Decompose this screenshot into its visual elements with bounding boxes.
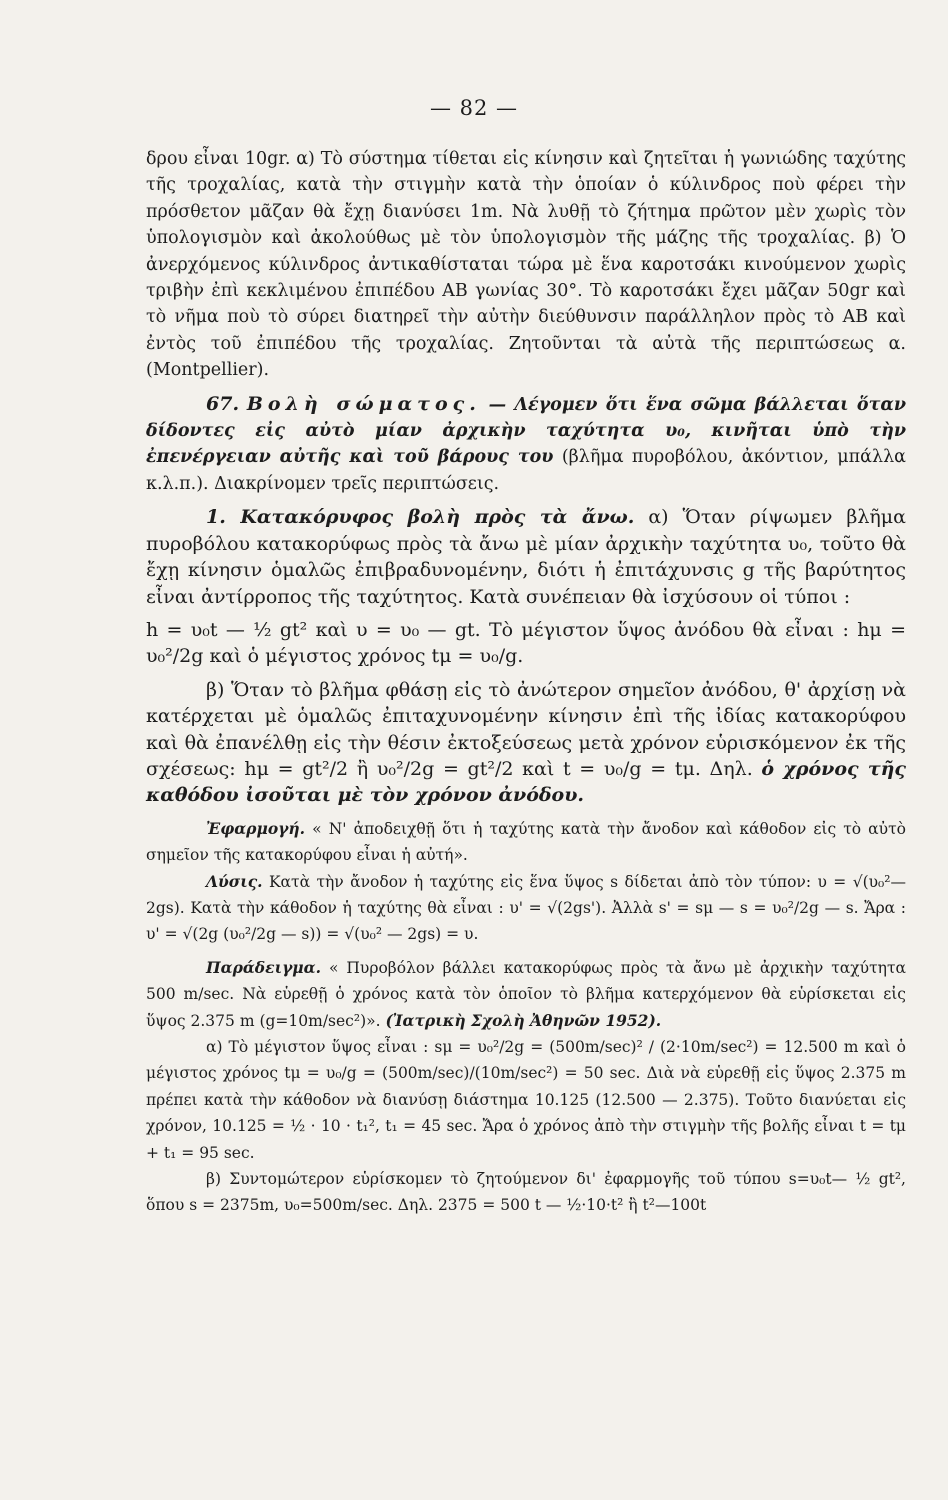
case1-heading: 1. Κατακόρυφος βολὴ πρὸς τὰ ἄνω. [206, 506, 635, 529]
section-examples: (βλῆμα πυροβόλου, ἀκόντιον, μπάλλα κ.λ.π.). Διακρίνομεν τρεῖς περιπτώσεις. [146, 447, 906, 494]
application-label: Ἐφαρμογή. [206, 818, 306, 838]
section-67 [146, 391, 906, 498]
page-number: — 82 — [429, 96, 519, 120]
case1-b-conclusion: ὁ χρόνος τῆς καθόδου ἰσοῦται μὲ τὸν χρόνον ἀνόδου. [146, 757, 906, 807]
example-solution-b: β) Συντομώτερον εὑρίσκομεν τὸ ζητούμενον δι' ἐφαρμογῆς τοῦ τύπου s=υ₀t— ½ gt², ὅπου s = 2375m, υ₀=500m/sec. Δηλ. 2375 = 500 t — ½·10·t² ἢ t²—100t [146, 1170, 906, 1215]
case1-paragraph-a [146, 504, 906, 610]
example-solution-a: α) Τὸ μέγιστον ὕψος εἶναι : sμ = υ₀²/2g = (500m/sec)² / (2·10m/sec²) = 12.500 m καὶ ὁ μέγιστος χρόνος tμ = υ₀/g = (500m/sec)/(10m/sec²) = 50 sec. Διὰ νὰ εὑρεθῇ εἰς ὕψος 2.375 m πρέπει κατὰ τὴν κάθοδον νὰ διανύσῃ διάστημα 10.125 (12.500 — 2.375). Τοῦτο διανύεται εἰς χρόνον, 10.125 = ½ · 10 · t₁², t₁ = 45 sec. Ἄρα ὁ χρόνος ἀπὸ τὴν στιγμὴν τῆς βολῆς εἶναι t = tμ + t₁ = 95 sec. [146, 1038, 906, 1162]
solution-text: Κατὰ τὴν ἄνοδον ἡ ταχύτης εἰς ἕνα ὕψος s δίδεται ἀπὸ τὸν τύπον: υ = √(υ₀²—2gs). Κατὰ τὴν κάθοδον ἡ ταχύτης θὰ εἶναι : υ' = √(2gs'). Ἀλλὰ s' = sμ — s = υ₀²/2g — s. Ἄρα : υ' = √(2g (υ₀²/2g — s)) = √(υ₀² — 2gs) = υ. [146, 872, 906, 944]
case1-a-text: α) Ὅταν ρίψωμεν βλῆμα πυροβόλου κατακορύφως πρὸς τὰ ἄνω μὲ μίαν ἀρχικὴν ταχύτητα υ₀, τοῦτο θὰ ἔχῃ κίνησιν ὁμαλῶς ἐπιβραδυνομένην, διότι ἡ ἐπιτάχυνσις g τῆς βαρύτητος εἶναι ἀντίρροπος τῆς ταχύτητος. Κατὰ συνέπειαν θὰ ἰσχύσουν οἱ τύποι : [146, 506, 906, 608]
case1-formulas: h = υ₀t — ½ gt² καὶ υ = υ₀ — gt. Τὸ μέγιστον ὕψος ἀνόδου θὰ εἶναι : hμ = υ₀²/2g καὶ ὁ μέγιστος χρόνος tμ = υ₀/g. [146, 618, 906, 668]
example-text: « Πυροβόλον βάλλει κατακορύφως πρὸς τὰ ἄνω μὲ ἀρχικὴν ταχύτητα 500 m/sec. Νὰ εὑρεθῇ ὁ χρόνος κατὰ τὸν ὁποῖον τὸ βλῆμα κατερχόμενον θὰ εὑρίσκεται εἰς ὕψος 2.375 m (g=10m/sec²)». [146, 958, 906, 1030]
example-label: Παράδειγμα. [206, 957, 321, 977]
case1-b-text: β) Ὅταν τὸ βλῆμα φθάσῃ εἰς τὸ ἀνώτερον σημεῖον ἀνόδου, θ' ἀρχίσῃ νὰ κατέρχεται μὲ ὁμαλῶς ἐπιταχυνομένην κίνησιν ἐπὶ τῆς ἰδίας κατακορύφου καὶ θὰ ἐπανέλθῃ εἰς τὴν θέσιν ἐκτοξεύσεως μετὰ χρόνον εὑρισκόμενον ἐκ τῆς σχέσεως: hμ = gt²/2 ἢ υ₀²/2g = gt²/2 καὶ t = υ₀/g = tμ. Δηλ. [146, 678, 906, 780]
solution-label: Λύσις. [206, 871, 263, 891]
section-definition: — Λέγομεν ὅτι ἕνα σῶμα βάλλεται ὅταν δίδοντες εἰς αὐτὸ μίαν ἀρχικὴν ταχύτητα υ₀, κινῆται ὑπὸ τὴν ἐπενέργειαν αὐτῆς καὶ τοῦ βάρους του [146, 394, 906, 468]
page-body [146, 146, 906, 1219]
example-paragraph [146, 955, 906, 1034]
case1-paragraph-b [146, 677, 906, 809]
section-number: 67. [206, 392, 240, 415]
solution-paragraph [146, 869, 906, 948]
problem-continuation: δρου εἶναι 10gr. α) Τὸ σύστημα τίθεται εἰς κίνησιν καὶ ζητεῖται ἡ γωνιώδης ταχύτης τῆς τροχαλίας, κατὰ τὴν στιγμὴν κατὰ τὴν ὁποίαν ὁ κύλινδρος ποὺ φέρει τὴν πρόσθετον μᾶζαν θὰ ἔχῃ διανύσει 1m. Νὰ λυθῇ τὸ ζήτημα πρῶτον μὲν χωρὶς τὸν ὑπολογισμὸν καὶ ἀκολούθως μὲ τὸν ὑπολογισμὸν τῆς μάζης τῆς τροχαλίας. β) Ὁ ἀνερχόμενος κύλινδρος ἀντικαθίσταται τώρα μὲ ἕνα καροτσάκι κινούμενον χωρὶς τριβὴν ἐπὶ κεκλιμένου ἐπιπέδου ΑΒ γωνίας 30°. Τὸ καροτσάκι ἔχει μᾶζαν 50gr καὶ τὸ νῆμα ποὺ τὸ σύρει διατηρεῖ τὴν αὐτὴν διεύθυνσιν παράλληλον πρὸς τὸ ΑΒ καὶ ἐντὸς τοῦ ἐπιπέδου τῆς τροχαλίας. Ζητοῦνται τὰ αὐτὰ τῆς περιπτώσεως α. (Montpellier). [146, 149, 906, 381]
application-paragraph [146, 816, 906, 869]
section-title: Βολὴ σώματος. [246, 392, 481, 415]
example-source: (Ἰατρικὴ Σχολὴ Ἀθηνῶν 1952). [385, 1010, 662, 1030]
application-text: « Ν' ἀποδειχθῇ ὅτι ἡ ταχύτης κατὰ τὴν ἄνοδον καὶ κάθοδον εἰς τὸ αὐτὸ σημεῖον τῆς κατακορύφου εἶναι ἡ αὐτή». [146, 819, 906, 865]
